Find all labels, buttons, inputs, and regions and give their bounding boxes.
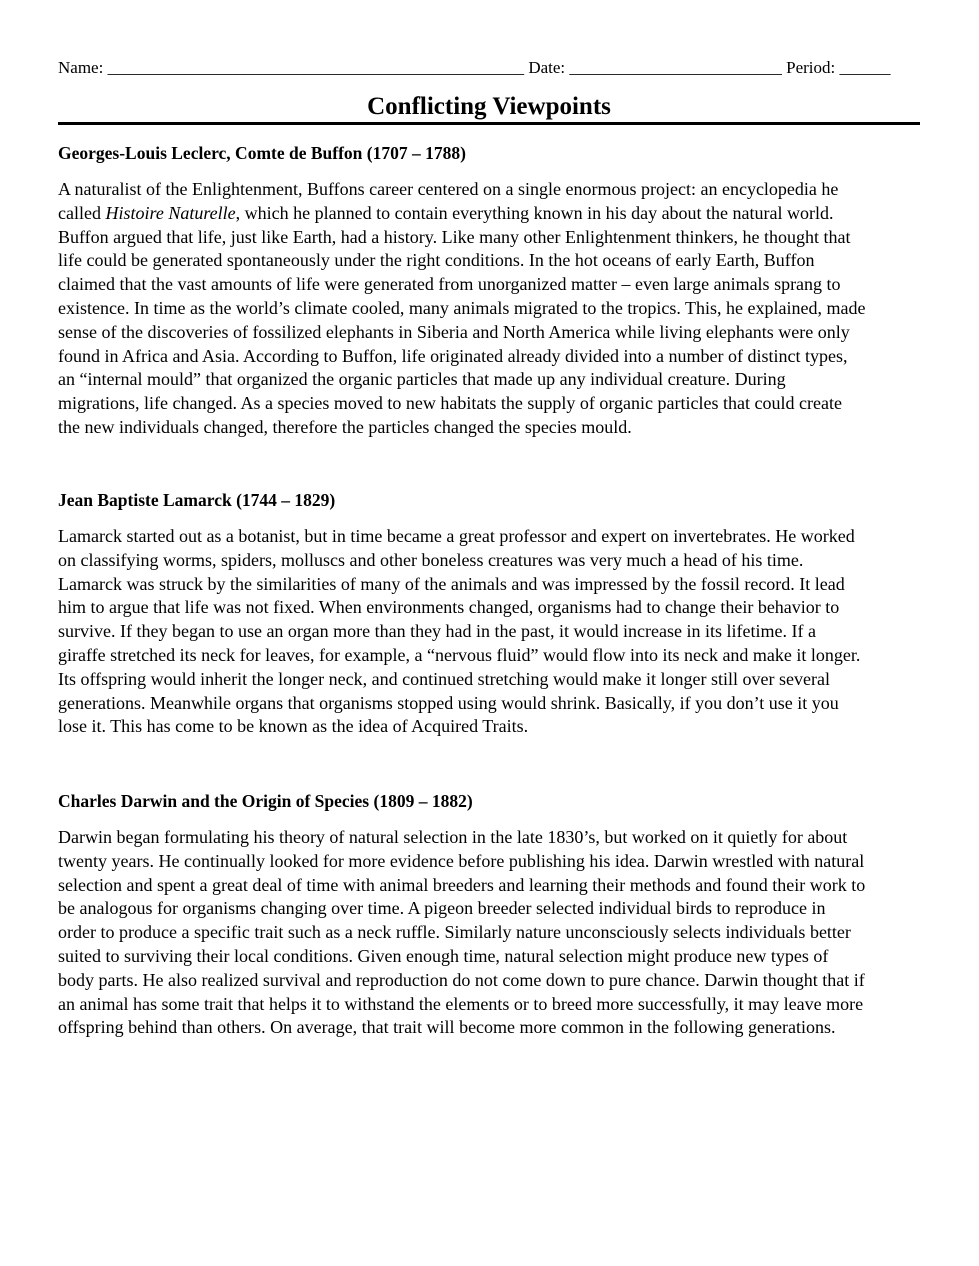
paragraph-line: existence. In time as the world’s climate cooled, many animals migrated to the tropics. This, he explained, made (58, 297, 866, 318)
section-body-buffon (58, 178, 920, 440)
section-heading-lamarck: Jean Baptiste Lamarck (1744 – 1829) (58, 490, 336, 510)
paragraph-line: body parts. He also realized survival and reproduction do not come down to pure chance. Darwin thought that if (58, 969, 865, 990)
paragraph-line: Lamarck started out as a botanist, but in time became a great professor and expert on invertebrates. He worked (58, 526, 855, 546)
paragraph-line: an animal has some trait that helps it to withstand the elements or to breed more successfully, it may leave more (58, 993, 864, 1014)
page-title: Conflicting Viewpoints (367, 93, 611, 120)
paragraph-line: life could be generated spontaneously under the right conditions. In the hot oceans of early Earth, Buffon (58, 250, 815, 271)
paragraph-line (58, 202, 920, 226)
paragraph-line: the new individuals changed, therefore the particles changed the species mould. (58, 416, 632, 437)
paragraph-line: Darwin began formulating his theory of natural selection in the late 1830’s, but worked on it quietly for about (58, 827, 848, 847)
paragraph-line: order to produce a specific trait such as a neck ruffle. Similarly nature unconsciously selects individuals better (58, 922, 851, 943)
paragraph-line: selection and spent a great deal of time with animal breeders and learning their methods and found their work to (58, 874, 866, 895)
paragraph-line: an “internal mould” that organized the organic particles that made up any individual creature. During (58, 369, 786, 390)
paragraph-line: Lamarck was struck by the similarities of many of the animals and was impressed by the fossil record. It lead (58, 573, 845, 594)
book-title-italic: Histoire Naturelle (105, 202, 236, 223)
section-heading-darwin: Charles Darwin and the Origin of Species (1809 – 1882) (58, 791, 473, 811)
paragraph-line: Buffon argued that life, just like Earth, had a history. Like many other Enlightenment thinkers, he thought that (58, 226, 851, 247)
paragraph-line: giraffe stretched its neck for leaves, for example, a “nervous fluid” would flow into its neck and make it longer. (58, 644, 861, 665)
paragraph-line: survive. If they began to use an organ more than they had in the past, it would increase in its lifetime. If a (58, 621, 816, 642)
paragraph-line: on classifying worms, spiders, molluscs and other boneless creatures was very much a head of his time. (58, 549, 804, 570)
paragraph-line: claimed that the vast amounts of life were generated from unorganized matter – even large animals sprang to (58, 274, 841, 295)
text-run: called (58, 202, 106, 223)
section-heading-buffon: Georges-Louis Leclerc, Comte de Buffon (1707 – 1788) (58, 143, 466, 163)
paragraph-line: suited to surviving their local conditions. Given enough time, natural selection might produce new types of (58, 945, 829, 966)
paragraph-line: lose it. This has come to be known as the idea of Acquired Traits. (58, 716, 529, 737)
paragraph-line: him to argue that life was not fixed. When environments changed, organisms had to change their behavior to (58, 597, 840, 618)
paragraph-line: found in Africa and Asia. According to Buffon, life originated already divided into a number of distinct types, (58, 345, 848, 366)
paragraph-line: twenty years. He continually looked for more evidence before publishing his idea. Darwin wrestled with natural (58, 850, 865, 871)
section-body-lamarck (58, 525, 920, 739)
name-date-period-line: Name: _________________________________________________ Date: _________________________ Period: ______ (58, 58, 891, 77)
paragraph-line: offspring behind than others. On average, that trait will become more common in the following generations. (58, 1017, 836, 1038)
paragraph-line: generations. Meanwhile organs that organisms stopped using would shrink. Basically, if you don’t use it you (58, 692, 839, 713)
title-underline-rule (58, 122, 920, 125)
paragraph-line: be analogous for organisms changing over time. A pigeon breeder selected individual birds to reproduce in (58, 898, 826, 919)
paragraph-line: A naturalist of the Enlightenment, Buffons career centered on a single enormous project: an encyclopedia he (58, 179, 839, 199)
text-run: , which he planned to contain everything known in his day about the natural world. (235, 202, 834, 223)
paragraph-line: sense of the discoveries of fossilized elephants in Siberia and North America while living elephants were only (58, 321, 850, 342)
paragraph-line: Its offspring would inherit the longer neck, and continued stretching would make it longer still over several (58, 668, 830, 689)
section-body-darwin (58, 826, 920, 1040)
paragraph-line: migrations, life changed. As a species moved to new habitats the supply of organic particles that could create (58, 393, 842, 414)
